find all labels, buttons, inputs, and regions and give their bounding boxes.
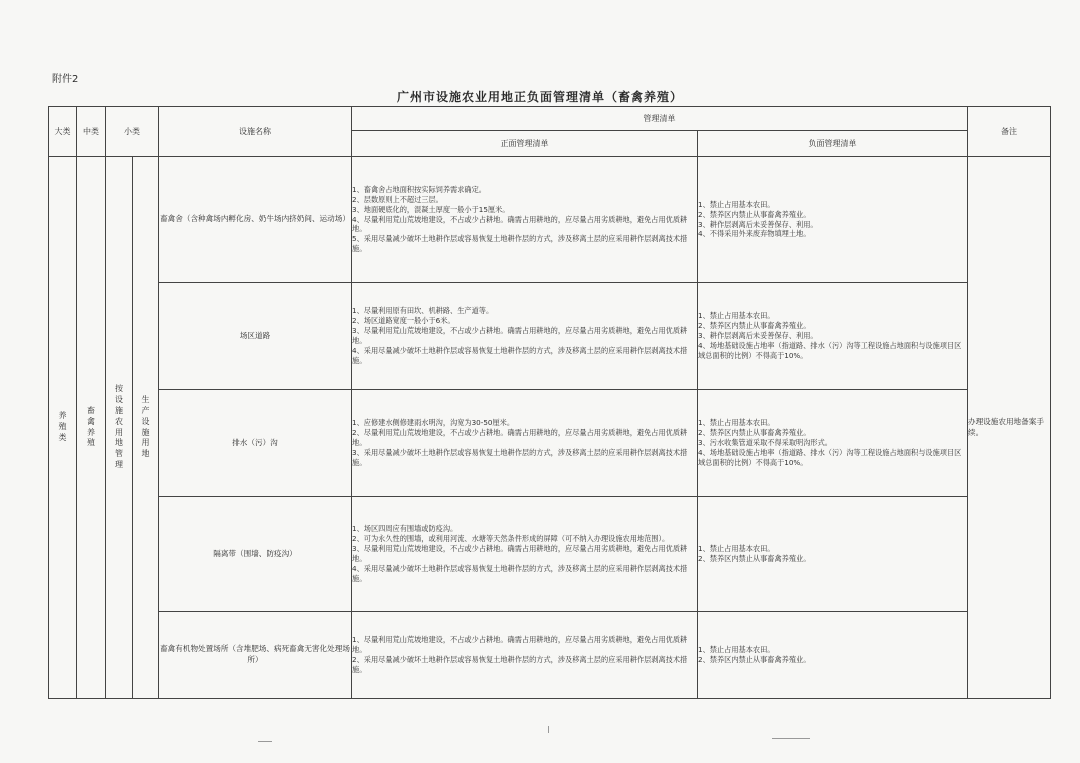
positive-list: 1、尽量利用原有田坎、机耕路、生产道等。 2、场区道路宽度一般小于6米。 3、尽量利用荒山荒坡地建设，不占或少占耕地。确需占用耕地的，应尽量占用劣质耕地，避免占用优质耕地。 4、采用尽量减少破坏土地耕作层或容易恢复土地耕作层的方式，涉及移离土层的应采用耕作层剥离技术措施。 (352, 283, 698, 390)
scan-mark (258, 741, 272, 742)
header-major: 大类 (49, 107, 77, 157)
header-negative: 负面管理清单 (698, 131, 968, 157)
negative-list: 1、禁止占用基本农田。 2、禁养区内禁止从事畜禽养殖业。 3、耕作层剥离后未妥善保存、利用。 4、不得采用外来废弃物填埋土地。 (698, 157, 968, 283)
header-management: 管理清单 (352, 107, 968, 131)
facility-name: 排水（污）沟 (159, 390, 352, 497)
positive-list: 1、畜禽舍占地面积按实际饲养需求确定。 2、层数原则上不超过三层。 3、地面硬底化的，混凝土厚度一般小于15厘米。 4、尽量利用荒山荒坡地建设，不占或少占耕地。确需占用耕地的，应尽量占用劣质耕地，避免占用优质耕地。 5、采用尽量减少破坏土地耕作层或容易恢复土地耕作层的方式，涉及移离土层的应采用耕作层剥离技术措施。 (352, 157, 698, 283)
header-middle: 中类 (77, 107, 106, 157)
positive-list: 1、场区四周应有围墙或防疫沟。 2、可为永久性的围墙，或利用河流、水塘等天然条件形成的屏障（可不纳入办理设施农用地范围）。 3、尽量利用荒山荒坡地建设，不占或少占耕地。确需占用耕地的，应尽量占用劣质耕地，避免占用优质耕地。 4、采用尽量减少破坏土地耕作层或容易恢复土地耕作层的方式，涉及移离土层的应采用耕作层剥离技术措施。 (352, 497, 698, 612)
facility-name: 畜禽舍（含种禽场内孵化房、奶牛场内挤奶间、运动场） (159, 157, 352, 283)
header-facility: 设施名称 (159, 107, 352, 157)
facility-name: 场区道路 (159, 283, 352, 390)
negative-list: 1、禁止占用基本农田。 2、禁养区内禁止从事畜禽养殖业。 (698, 612, 968, 699)
scan-mark (772, 738, 810, 739)
header-minor: 小类 (106, 107, 159, 157)
facility-name: 隔离带（围墙、防疫沟） (159, 497, 352, 612)
attachment-label: 附件2 (52, 74, 79, 85)
document-title: 广州市设施农业用地正负面管理清单（畜禽养殖） (396, 90, 683, 104)
negative-list: 1、禁止占用基本农田。 2、禁养区内禁止从事畜禽养殖业。 3、污水收集管道采取不得采取明沟形式。 4、场地基础设施占地率（指道路、排水（污）沟等工程设施占地面积与设施项目区域总面积的比例）不得高于10%。 (698, 390, 968, 497)
category-minor-2: 生产设施用地 (133, 157, 159, 699)
header-positive: 正面管理清单 (352, 131, 698, 157)
remarks-text: 办理设施农用地备案手续。 (968, 157, 1051, 699)
category-middle: 畜禽养殖 (77, 157, 106, 699)
scan-mark (548, 726, 549, 733)
positive-list: 1、应修建水侧修建雨水明沟，沟宽为30-50厘米。 2、尽量利用荒山荒坡地建设，不占或少占耕地。确需占用耕地的，应尽量占用劣质耕地，避免占用优质耕地。 3、采用尽量减少破坏土地耕作层或容易恢复土地耕作层的方式，涉及移离土层的应采用耕作层剥离技术措施。 (352, 390, 698, 497)
negative-list: 1、禁止占用基本农田。 2、禁养区内禁止从事畜禽养殖业。 3、耕作层剥离后未妥善保存、利用。 4、场地基础设施占地率（指道路、排水（污）沟等工程设施占地面积与设施项目区域总面积的比例）不得高于10%。 (698, 283, 968, 390)
category-major: 养殖类 (49, 157, 77, 699)
negative-list: 1、禁止占用基本农田。 2、禁养区内禁止从事畜禽养殖业。 (698, 497, 968, 612)
positive-list: 1、尽量利用荒山荒坡地建设，不占或少占耕地。确需占用耕地的，应尽量占用劣质耕地，避免占用优质耕地。 2、采用尽量减少破坏土地耕作层或容易恢复土地耕作层的方式，涉及移离土层的应采用耕作层剥离技术措施。 (352, 612, 698, 699)
management-list-table (48, 106, 1051, 699)
category-minor-1: 按设施农用地管理 (106, 157, 133, 699)
facility-name: 畜禽有机物处置场所（含堆肥场、病死畜禽无害化处理场所） (159, 612, 352, 699)
header-remarks: 备注 (968, 107, 1051, 157)
